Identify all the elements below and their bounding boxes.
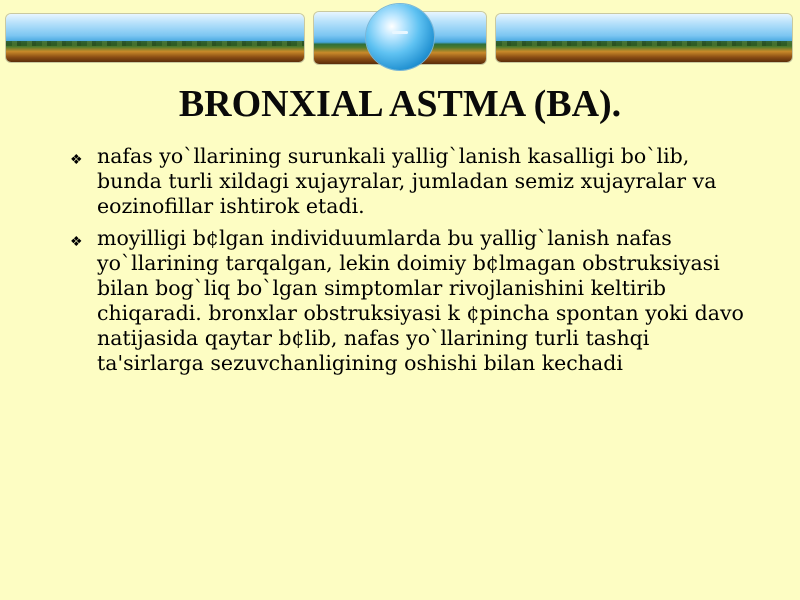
header-banner-right	[496, 14, 792, 62]
bullet-list	[70, 144, 750, 383]
diamond-bullet-icon: ❖	[70, 152, 83, 168]
bullet-text: nafas yo`llarining surunkali yallig`lanish kasalligi bo`lib, bunda turli xildagi xujayralar, jumladan semiz xujayralar va eozinofillar ishtirok etadi.	[97, 144, 717, 218]
header-banner-left	[6, 14, 304, 62]
slide-title: BRONXIAL ASTMA (BA).	[178, 83, 622, 125]
globe-highlight	[392, 31, 408, 34]
bullet-item	[70, 144, 750, 219]
bullet-text: moyilligi b¢lgan individuumlarda bu yallig`lanish nafas yo`llarining tarqalgan, lekin doimiy b¢lmagan obstruksiyasi bilan bog`liq bo`lgan simptomlar rivojlanishini keltirib chiqaradi. bronxlar obstruksiyasi k ¢pincha spontan yoki davo natijasida qaytar b¢lib, nafas yo`llarining turli tashqi ta'sirlarga sezuvchanligining oshishi bilan kechadi	[97, 226, 744, 375]
bullet-item	[70, 226, 750, 376]
diamond-bullet-icon: ❖	[70, 234, 83, 250]
globe-icon	[366, 4, 434, 70]
